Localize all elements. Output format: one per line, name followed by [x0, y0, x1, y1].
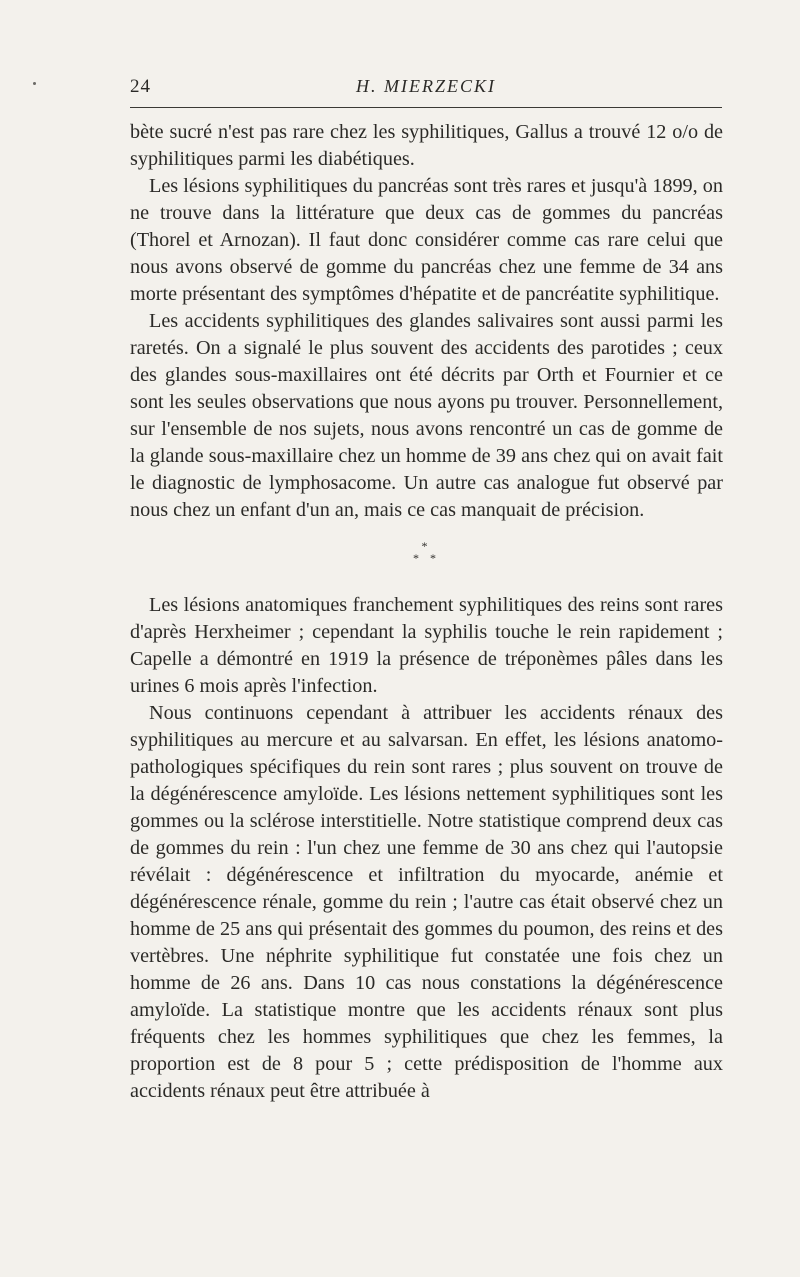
paragraph-kidney-lesions: Les lésions anatomiques franchement syphilitiques des reins sont rares d'après Herxheimer ; cependant la syphilis touche le rein rapidement ; Capelle a démontré en 1919 la présence de tréponèmes pâles dans les urines 6 mois après l'infection.	[130, 594, 723, 697]
paragraph-continuation: bète sucré n'est pas rare chez les syphilitiques, Gallus a trouvé 12 o/o de syphilitiques parmi les diabétiques.	[130, 121, 723, 170]
body-text	[130, 119, 723, 1105]
paragraph-pancreas: Les lésions syphilitiques du pancréas sont très rares et jusqu'à 1899, on ne trouve dans la littérature que deux cas de gommes du pancréas (Thorel et Arnozan). Il faut donc considérer comme cas rare celui que nous avons observé de gomme du pancréas chez une femme de 34 ans morte présentant des symptômes d'hépatite et de pancréatite syphilitique.	[130, 175, 723, 305]
section-asterism	[130, 540, 723, 564]
running-head: H. MIERZECKI	[356, 76, 496, 96]
page-number: 24	[130, 76, 151, 97]
asterism-bottom: * *	[413, 551, 440, 565]
paragraph-renal-accidents: Nous continuons cependant à attribuer les accidents rénaux des syphilitiques au mercure et au salvarsan. En effet, les lésions anatomo-pathologiques spécifiques du rein sont rares ; plus souvent on trouve de la dégénérescence amyloïde. Les lésions nettement syphilitiques sont les gommes ou la sclérose interstitielle. Notre statistique comprend deux cas de gommes du rein : l'un chez une femme de 30 ans chez qui l'autopsie révélait : dégénérescence et infiltration du myocarde, anémie et dégénérescence rénale, gomme du rein ; l'autre cas était observé chez un homme de 25 ans qui présentait des gommes du poumon, des reins et des vertèbres. Une néphrite syphilitique fut constatée une fois chez un homme de 26 ans. Dans 10 cas nous constations la dégénérescence amyloïde. La statistique montre que les accidents rénaux sont plus fréquents chez les hommes syphilitiques que chez les femmes, la proportion est de 8 pour 5 ; cette prédisposition de l'homme aux accidents rénaux peut être attribuée à	[130, 702, 723, 1102]
page-header	[130, 72, 722, 100]
section-spacer	[130, 564, 723, 592]
print-speck	[33, 82, 36, 85]
paragraph-salivary-glands: Les accidents syphilitiques des glandes salivaires sont aussi parmi les raretés. On a signalé le plus souvent des accidents des parotides ; ceux des glandes sous-maxillaires ont été décrits par Orth et Fournier et ce sont les seules observations que nous ayons pu trouver. Personnellement, sur l'ensemble de nos sujets, nous avons rencontré un cas de gomme de la glande sous-maxillaire chez un homme de 39 ans chez qui on avait fait le diagnostic de lymphosacome. Un autre cas analogue fut observé par nous chez un enfant d'un an, mais ce cas manquait de précision.	[130, 310, 723, 521]
header-rule	[130, 107, 722, 108]
asterism-top: *	[421, 539, 432, 553]
